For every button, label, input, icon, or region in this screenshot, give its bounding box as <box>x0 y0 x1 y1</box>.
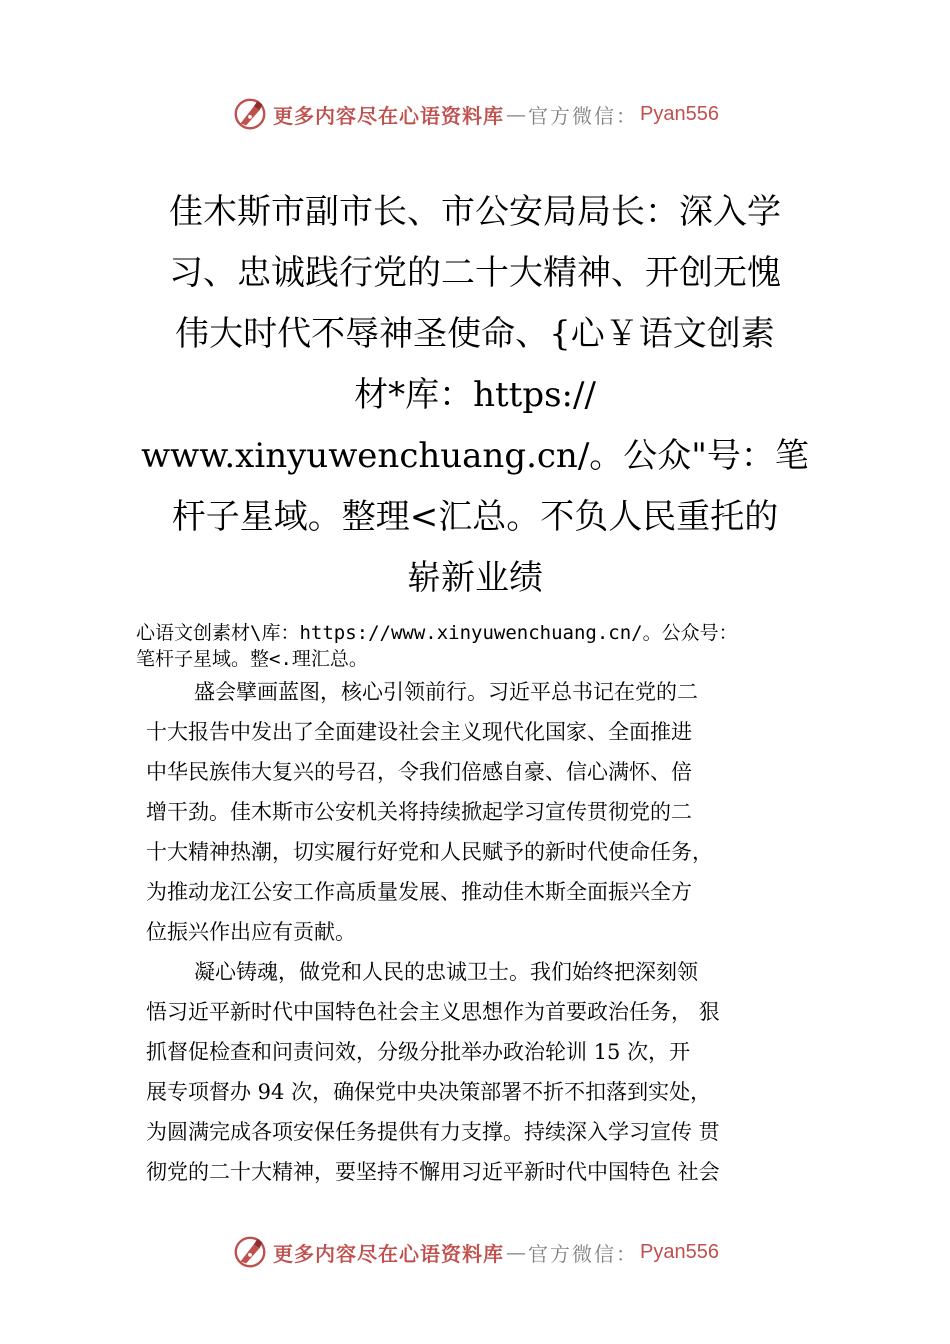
banner-wechat-label: 官方微信： <box>528 103 639 128</box>
paragraph-line: 增干劲。佳木斯市公安机关将持续掀起学习宣传贯彻党的二 <box>146 800 692 824</box>
paragraph-line: 为推动龙江公安工作高质量发展、推动佳木斯全面振兴全方 <box>146 880 692 904</box>
document-body <box>146 672 836 1192</box>
paragraph-line: 位振兴作出应有贡献。 <box>146 920 356 944</box>
source-line: 心语文创素材\库：https://www.xinyuwenchuang.cn/。公众号： <box>136 622 738 644</box>
paragraph <box>146 672 836 952</box>
title-line: 材*库：https:// <box>354 375 596 415</box>
paragraph-line: 彻党的二十大精神，要坚持不懈用习近平新时代中国特色 社会 <box>146 1160 720 1184</box>
title-line: 伟大时代不辱神圣使命、{心￥语文创素 <box>175 314 775 354</box>
footer-banner <box>0 1230 950 1274</box>
banner-wechat-id: Pyan556 <box>640 102 719 125</box>
title-line: 崭新业绩 <box>407 558 543 598</box>
pen-nib-logo-icon <box>231 95 269 133</box>
banner-dash: — <box>506 1240 527 1264</box>
source-note <box>136 620 916 672</box>
title-line: 佳木斯市副市长、市公安局局长：深入学 <box>169 192 781 232</box>
header-banner <box>0 92 950 136</box>
banner-wechat-label: 官方微信： <box>528 1241 639 1266</box>
paragraph <box>146 952 836 1192</box>
banner-main-text: 更多内容尽在心语资料库 <box>273 103 505 128</box>
paragraph-line: 悟习近平新时代中国特色社会主义思想作为首要政治任务， 狠 <box>146 1000 720 1024</box>
title-line: 杆子星域。整理<汇总。不负人民重托的 <box>171 497 779 537</box>
banner-main-text: 更多内容尽在心语资料库 <box>273 1241 505 1266</box>
pen-nib-logo-icon <box>231 1233 269 1271</box>
paragraph-line: 十大精神热潮，切实履行好党和人民赋予的新时代使命任务， <box>146 840 713 864</box>
paragraph-line: 十大报告中发出了全面建设社会主义现代化国家、全面推进 <box>146 720 692 744</box>
title-line: 习、忠诚践行党的二十大精神、开创无愧 <box>169 253 781 293</box>
paragraph-line: 盛会擘画蓝图，核心引领前行。习近平总书记在党的二 <box>194 680 698 704</box>
source-line: 笔杆子星域。整<.理汇总。 <box>136 648 368 670</box>
banner-dash: — <box>506 102 527 126</box>
paragraph-line: 展专项督办 94 次，确保党中央决策部署不折不扣落到实处， <box>146 1080 712 1104</box>
paragraph-line: 凝心铸魂，做党和人民的忠诚卫士。我们始终把深刻领 <box>194 960 698 984</box>
document-title <box>140 182 810 609</box>
paragraph-line: 抓督促检查和问责问效，分级分批举办政治轮训 15 次，开 <box>146 1040 691 1064</box>
paragraph-line: 为圆满完成各项安保任务提供有力支撑。持续深入学习宣传 贯 <box>146 1120 720 1144</box>
paragraph-line: 中华民族伟大复兴的号召，令我们倍感自豪、信心满怀、倍 <box>146 760 692 784</box>
banner-wechat-id: Pyan556 <box>640 1240 719 1263</box>
title-line: www.xinyuwenchuang.cn/。公众"号：笔 <box>141 436 809 476</box>
